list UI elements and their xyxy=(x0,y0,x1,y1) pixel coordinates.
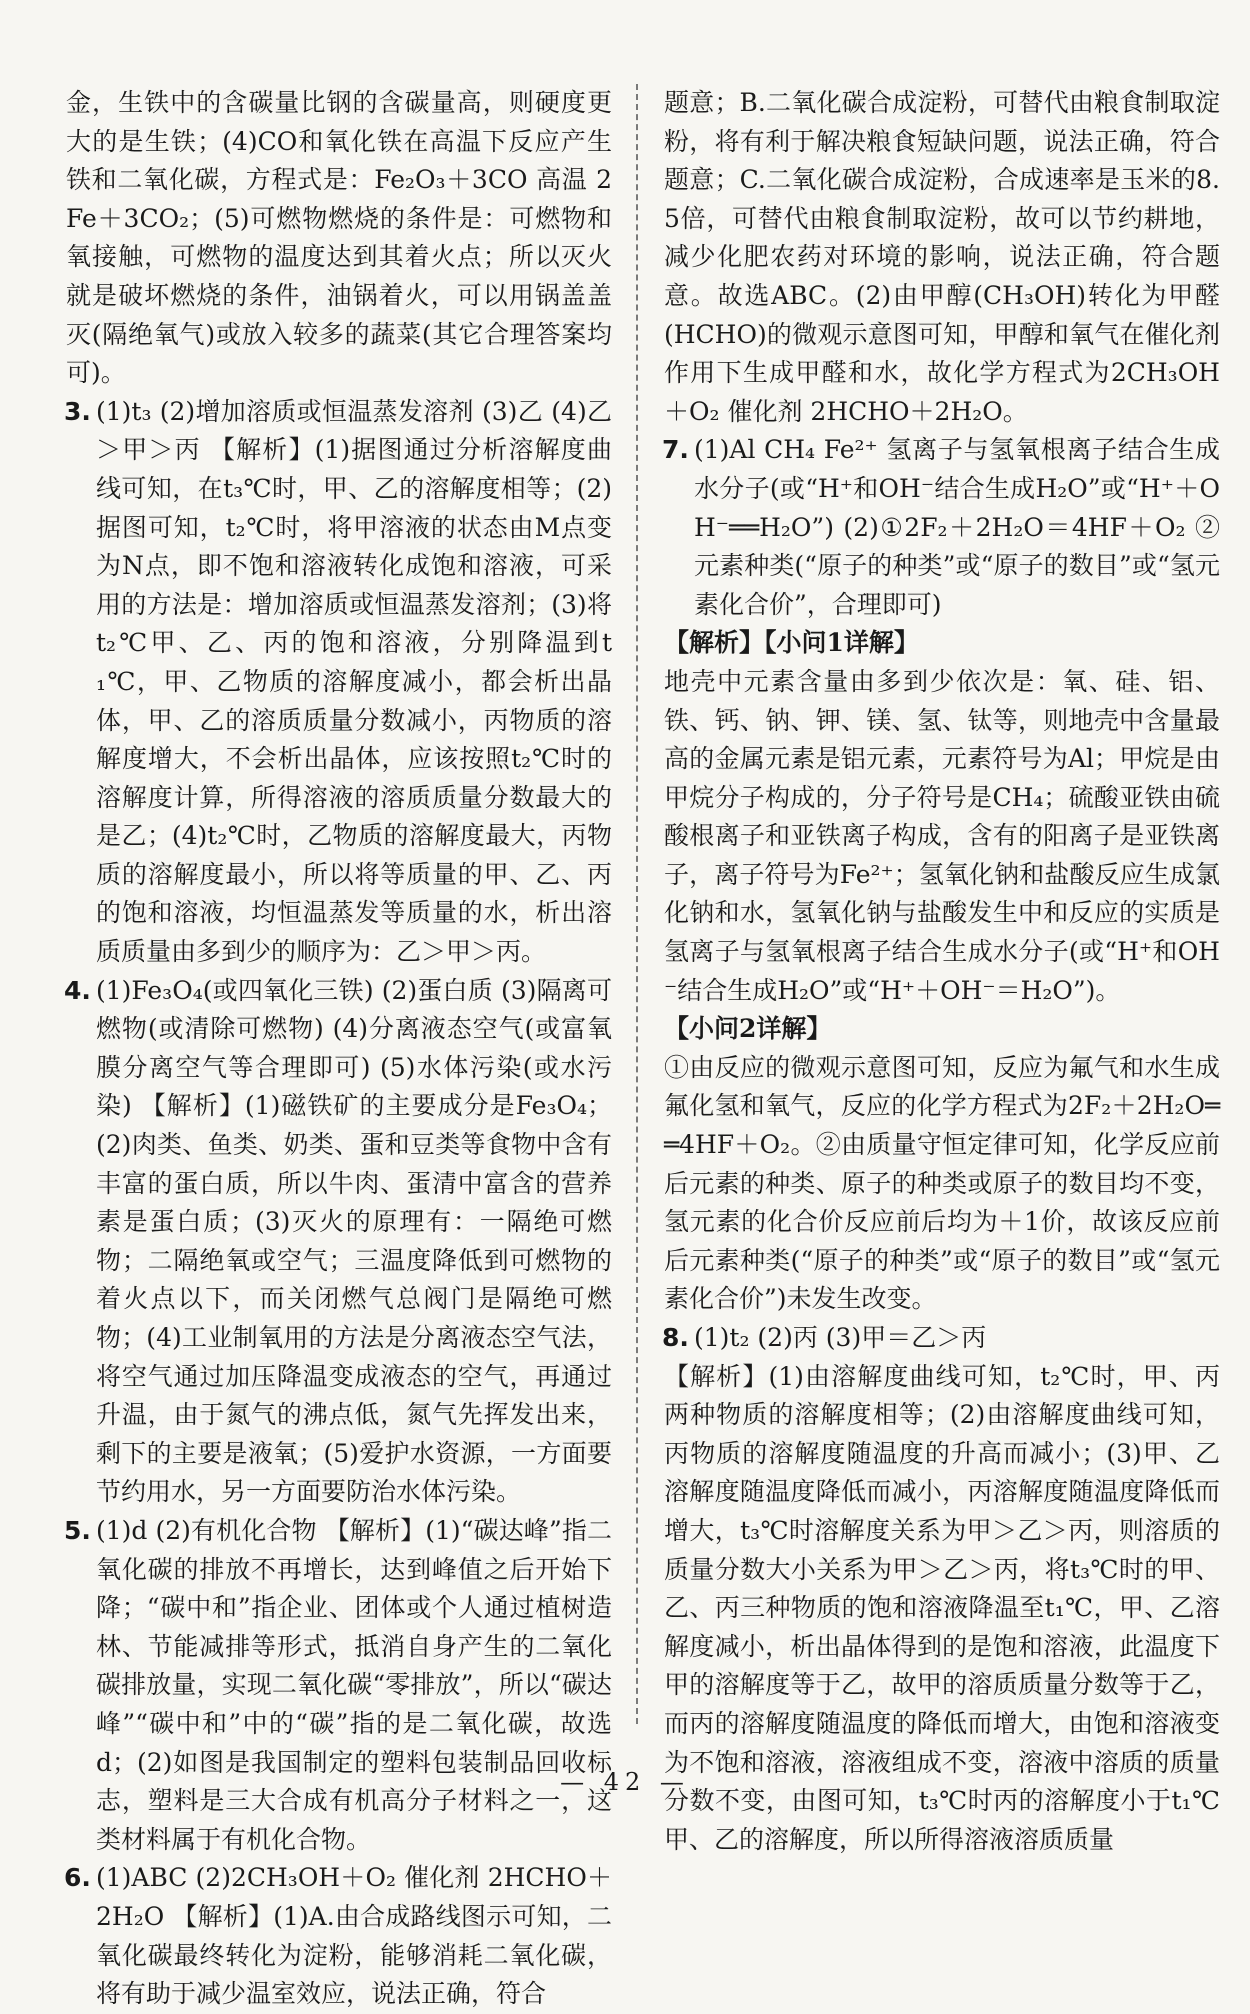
left-column xyxy=(66,84,612,2014)
answer-8 xyxy=(664,1319,1220,1358)
analysis-7-2: ①由反应的微观示意图可知，反应为氟气和水生成氟化氢和氧气，反应的化学方程式为2F₂＋2H₂O══4HF＋O₂。②由质量守恒定律可知，化学反应前后元素的种类、原子的种类或原子的数目均不变，氢元素的化合价反应前后均为＋1价，故该反应前后元素种类(“原子的种类”或“原子的数目”或“氢元素化合价”)未发生改变。 xyxy=(664,1052,1220,1314)
answer-text: (1)t₃ (2)增加溶质或恒温蒸发溶剂 (3)乙 (4)乙＞甲＞丙 【解析】(1)据图通过分析溶解度曲线可知，在t₃℃时，甲、乙的溶解度相等；(2)据图可知，t₂℃时，将甲溶液的状态由M点变为N点，即不饱和溶液转化成饱和溶液，可采用的方法是：增加溶质或恒温蒸发溶剂；(3)将t₂℃甲、乙、丙的饱和溶液，分别降温到t₁℃，甲、乙物质的溶解度减小，都会析出晶体，甲、乙的溶质质量分数减小，丙物质的溶解度增大，不会析出晶体，应该按照t₂℃时的溶解度计算，所得溶液的溶质质量分数最大的是乙；(4)t₂℃时，乙物质的溶解度最大，丙物质的溶解度最小，所以将等质量的甲、乙、丙的饱和溶液，均恒温蒸发等质量的水，析出溶质质量由多到少的顺序为：乙＞甲＞丙。 xyxy=(96,396,612,967)
analysis-heading-7-1: 【解析】【小问1详解】 xyxy=(664,628,919,658)
right-column xyxy=(664,84,1220,1859)
page-number: — 42 — xyxy=(560,1768,690,1796)
question-number: 4. xyxy=(64,975,91,1005)
answer-text: (1)Fe₃O₄(或四氧化三铁) (2)蛋白质 (3)隔离可燃物(或清除可燃物) (4)分离液态空气(或富氧膜分离空气等合理即可) (5)水体污染(或水污染) 【解析】(1)磁铁矿的主要成分是Fe₃O₄；(2)肉类、鱼类、奶类、蛋和豆类等食物中含有丰富的蛋白质，所以牛肉、蛋清中富含的营养素是蛋白质；(3)灭火的原理有：一隔绝可燃物；二隔绝氧或空气；三温度降低到可燃物的着火点以下，而关闭燃气总阀门是隔绝可燃物；(4)工业制氧用的方法是分离液态空气法，将空气通过加压降温变成液态的空气，再通过升温，由于氮气的沸点低，氮气先挥发出来，剩下的主要是液氧；(5)爱护水资源，一方面要节约用水，另一方面要防治水体污染。 xyxy=(96,975,612,1507)
column-divider xyxy=(636,84,638,1724)
answer-text: (1)d (2)有机化合物 【解析】(1)“碳达峰”指二氧化碳的排放不再增长，达到峰值之后开始下降；“碳中和”指企业、团体或个人通过植树造林、节能减排等形式，抵消自身产生的二氧化碳排放量，实现二氧化碳“零排放”，所以“碳达峰”“碳中和”中的“碳”指的是二氧化碳，故选d；(2)如图是我国制定的塑料包装制品回收标志，塑料是三大合成有机高分子材料之一，这类材料属于有机化合物。 xyxy=(96,1515,612,1854)
question-number: 6. xyxy=(64,1863,91,1893)
question-number: 3. xyxy=(64,396,91,426)
continued-answer-6: 题意；B.二氧化碳合成淀粉，可替代由粮食制取淀粉，将有利于解决粮食短缺问题，说法正确，符合题意；C.二氧化碳合成淀粉，合成速率是玉米的8.5倍，可替代由粮食制取淀粉，故可以节约耕地，减少化肥农药对环境的影响，说法正确，符合题意。故选ABC。(2)由甲醇(CH₃OH)转化为甲醛(HCHO)的微观示意图可知，甲醇和氧气在催化剂作用下生成甲醛和水，故化学方程式为2CH₃OH＋O₂ 催化剂 2HCHO＋2H₂O。 xyxy=(664,88,1220,426)
analysis-8: 【解析】(1)由溶解度曲线可知，t₂℃时，甲、丙两种物质的溶解度相等；(2)由溶解度曲线可知，丙物质的溶解度随温度的升高而减小；(3)甲、乙溶解度随温度降低而减小，丙溶解度随温度降低而增大，t₃℃时溶解度关系为甲＞乙＞丙，则溶质的质量分数大小关系为甲＞乙＞丙，将t₃℃时的甲、乙、丙三种物质的饱和溶液降温至t₁℃，甲、乙溶解度减小，析出晶体得到的是饱和溶液，此温度下甲的溶解度等于乙，故甲的溶质质量分数等于乙，而丙的溶解度随温度的降低而增大，由饱和溶液变为不饱和溶液，溶液组成不变，溶液中溶质的质量分数不变，由图可知，t₃℃时丙的溶解度小于t₁℃甲、乙的溶解度，所以所得溶液溶质质量 xyxy=(664,1361,1220,1854)
answer-7 xyxy=(664,431,1220,624)
answer-text: (1)Al CH₄ Fe²⁺ 氢离子与氢氧根离子结合生成水分子(或“H⁺和OH⁻结合生成H₂O”或“H⁺＋OH⁻══H₂O”) (2)①2F₂＋2H₂O＝4HF＋O₂ ②元素种类(“原子的种类”或“原子的数目”或“氢元素化合价”，合理即可) xyxy=(694,435,1220,619)
answer-6 xyxy=(66,1859,612,2013)
answer-text: (1)t₂ (2)丙 (3)甲＝乙＞丙 xyxy=(694,1323,987,1352)
question-number: 8. xyxy=(662,1323,689,1352)
question-number: 7. xyxy=(662,435,689,465)
answer-4 xyxy=(66,972,612,1512)
answer-3 xyxy=(66,393,612,972)
analysis-7-1: 地壳中元素含量由多到少依次是：氧、硅、铝、铁、钙、钠、钾、镁、氢、钛等，则地壳中含量最高的金属元素是铝元素，元素符号为Al；甲烷是由甲烷分子构成的，分子符号是CH₄；硫酸亚铁由硫酸根离子和亚铁离子构成，含有的阳离子是亚铁离子，离子符号为Fe²⁺；氢氧化钠和盐酸反应生成氯化钠和水，氢氧化钠与盐酸发生中和反应的实质是氢离子与氢氧根离子结合生成水分子(或“H⁺和OH⁻结合生成H₂O”或“H⁺＋OH⁻＝H₂O”)。 xyxy=(664,666,1220,1005)
answer-5 xyxy=(66,1512,612,1859)
answer-text: (1)ABC (2)2CH₃OH＋O₂ 催化剂 2HCHO＋2H₂O 【解析】(1)A.由合成路线图示可知，二氧化碳最终转化为淀粉，能够消耗二氧化碳，将有助于减少温室效应，说法正确，符合 xyxy=(96,1863,612,2009)
question-number: 5. xyxy=(64,1515,91,1545)
continued-answer-2: 金，生铁中的含碳量比钢的含碳量高，则硬度更大的是生铁；(4)CO和氧化铁在高温下反应产生铁和二氧化碳，方程式是：Fe₂O₃＋3CO 高温 2Fe＋3CO₂；(5)可燃物燃烧的条件是：可燃物和氧接触，可燃物的温度达到其着火点；所以灭火就是破坏燃烧的条件，油锅着火，可以用锅盖盖灭(隔绝氧气)或放入较多的蔬菜(其它合理答案均可)。 xyxy=(66,88,612,388)
analysis-heading-7-2: 【小问2详解】 xyxy=(664,1014,832,1044)
